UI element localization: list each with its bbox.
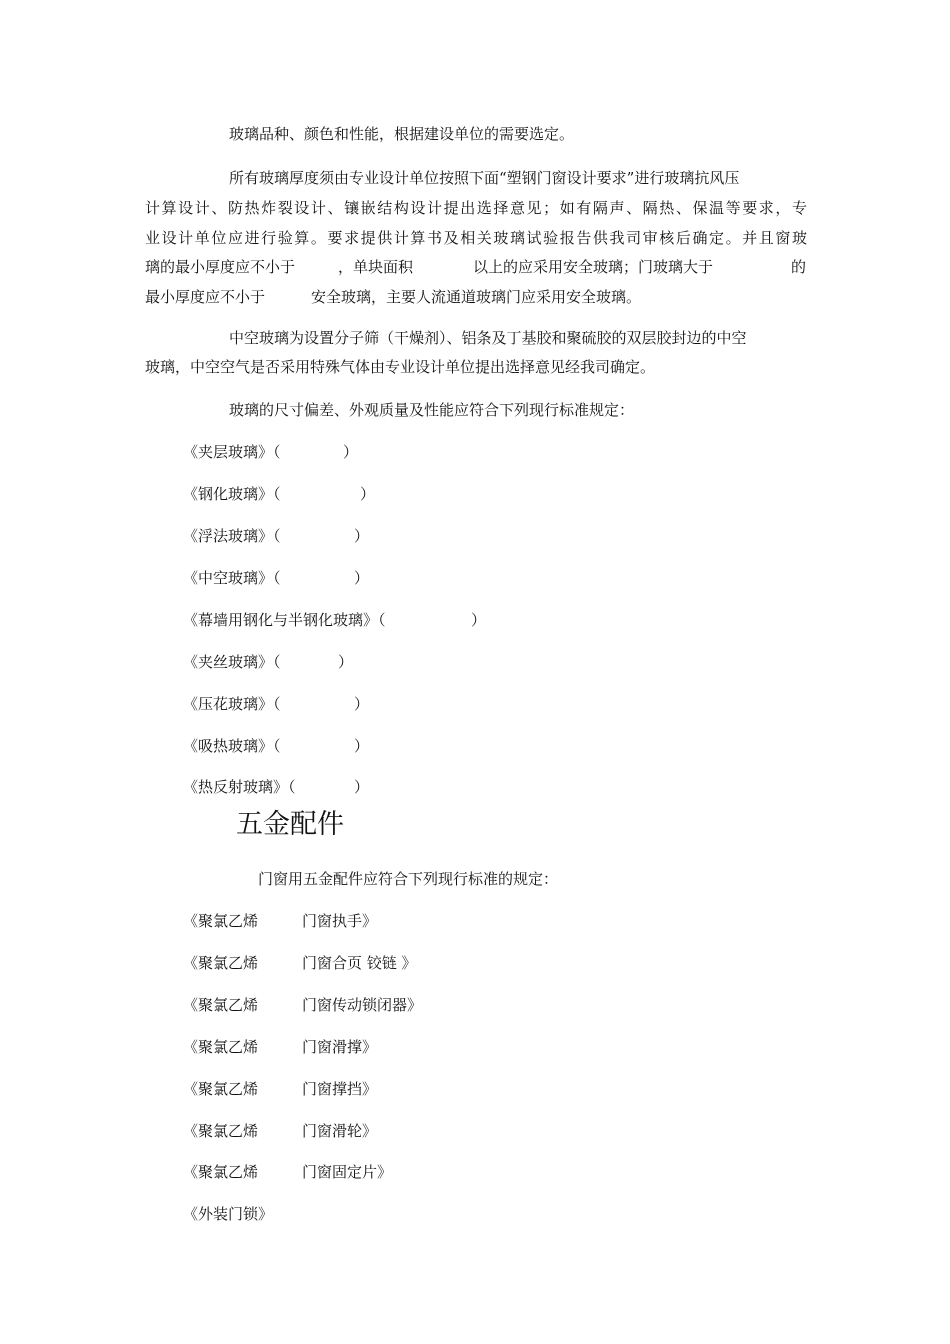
- glass-paragraph-2-line-4d: 的: [791, 258, 807, 276]
- glass-paragraph-4: 玻璃的尺寸偏差、外观质量及性能应符合下列现行标准规定：: [229, 401, 635, 419]
- standard-name: 《浮法玻璃》（: [183, 527, 281, 545]
- glass-paragraph-2-line-3: 业设计单位应进行验算。要求提供计算书及相关玻璃试验报告供我司审核后确定。并且窗玻: [145, 229, 807, 247]
- standard-close: ）: [354, 527, 370, 545]
- standard-item: [183, 568, 370, 588]
- hardware-standard-prefix: 《聚氯乙烯: [183, 1038, 259, 1056]
- standard-name: 《夹层玻璃》（: [183, 443, 281, 461]
- standard-item: [183, 694, 370, 714]
- glass-paragraph-2-line-2: 计算设计、防热炸裂设计、镶嵌结构设计提出选择意见；如有隔声、隔热、保温等要求，专: [145, 199, 807, 217]
- standard-name: 《吸热玻璃》（: [183, 737, 281, 755]
- hardware-standard-item: [183, 911, 377, 931]
- hardware-standard-prefix: 《聚氯乙烯: [183, 954, 259, 972]
- hardware-standard-prefix: 《聚氯乙烯: [183, 1122, 259, 1140]
- standard-name: 《夹丝玻璃》（: [183, 653, 281, 671]
- standard-close: ）: [338, 653, 354, 671]
- glass-paragraph-3-line-1: 中空玻璃为设置分子筛（干燥剂）、铝条及丁基胶和聚硫胶的双层胶封边的中空: [229, 329, 747, 347]
- glass-paragraph-3-line-2: 玻璃，中空空气是否采用特殊气体由专业设计单位提出选择意见经我司确定。: [145, 358, 656, 376]
- hardware-standard-prefix: 《聚氯乙烯: [183, 912, 259, 930]
- hardware-standard-prefix: 《聚氯乙烯: [183, 1080, 259, 1098]
- glass-paragraph-2-line-5a: 最小厚度应不小于: [145, 288, 266, 306]
- standard-name: 《幕墙用钢化与半钢化玻璃》（: [183, 611, 386, 629]
- hardware-standard-prefix: 《聚氯乙烯: [183, 1163, 259, 1181]
- glass-paragraph-2-line-4a: 璃的最小厚度应不小于: [145, 258, 296, 276]
- standard-name: 《中空玻璃》（: [183, 569, 281, 587]
- standard-item: [183, 777, 370, 797]
- standard-item: [183, 610, 487, 630]
- glass-paragraph-2-line-4c: 以上的应采用安全玻璃；门玻璃大于: [473, 258, 714, 276]
- standard-close: ）: [471, 611, 487, 629]
- standard-close: ）: [354, 695, 370, 713]
- standard-item: [183, 652, 354, 672]
- hardware-standard-suffix: 门窗滑撑》: [302, 1038, 378, 1056]
- hardware-standard-suffix: 门窗滑轮》: [302, 1122, 378, 1140]
- standard-item: [183, 526, 370, 546]
- standard-close: ）: [354, 778, 370, 796]
- hardware-standard-item: [183, 1162, 392, 1182]
- hardware-standard-item: [183, 1079, 377, 1099]
- hardware-standard-item: [183, 995, 422, 1015]
- hardware-standard-item: [183, 953, 417, 973]
- hardware-standard-item-last: 《外装门锁》: [183, 1205, 274, 1223]
- standard-item: [183, 736, 370, 756]
- glass-paragraph-2-line-4b: ，单块面积: [338, 258, 414, 276]
- standard-close: ）: [354, 737, 370, 755]
- hardware-standard-suffix: 门窗固定片》: [302, 1163, 393, 1181]
- standard-item: [183, 484, 376, 504]
- hardware-standard-prefix: 《聚氯乙烯: [183, 996, 259, 1014]
- hardware-intro: 门窗用五金配件应符合下列现行标准的规定：: [258, 870, 559, 888]
- hardware-standard-suffix: 门窗合页 铰链 》: [302, 954, 417, 972]
- standard-close: ）: [343, 443, 359, 461]
- section-heading-hardware: 五金配件: [236, 809, 344, 840]
- standard-name: 《压花玻璃》（: [183, 695, 281, 713]
- glass-paragraph-2-line-5b: 安全玻璃，主要人流通道玻璃门应采用安全玻璃。: [311, 288, 642, 306]
- hardware-standard-item: [183, 1037, 377, 1057]
- standard-item: [183, 442, 359, 462]
- hardware-standard-item: [183, 1121, 377, 1141]
- standard-close: ）: [354, 569, 370, 587]
- hardware-standard-suffix: 门窗传动锁闭器》: [302, 996, 423, 1014]
- standard-close: ）: [360, 485, 376, 503]
- standard-name: 《热反射玻璃》（: [183, 778, 296, 796]
- hardware-standard-suffix: 门窗执手》: [302, 912, 378, 930]
- glass-paragraph-1: 玻璃品种、颜色和性能，根据建设单位的需要选定。: [229, 125, 575, 143]
- standard-name: 《钢化玻璃》（: [183, 485, 281, 503]
- glass-paragraph-2-line-1: 所有玻璃厚度须由专业设计单位按照下面“塑钢门窗设计要求”进行玻璃抗风压: [229, 169, 740, 187]
- hardware-standard-suffix: 门窗撑挡》: [302, 1080, 378, 1098]
